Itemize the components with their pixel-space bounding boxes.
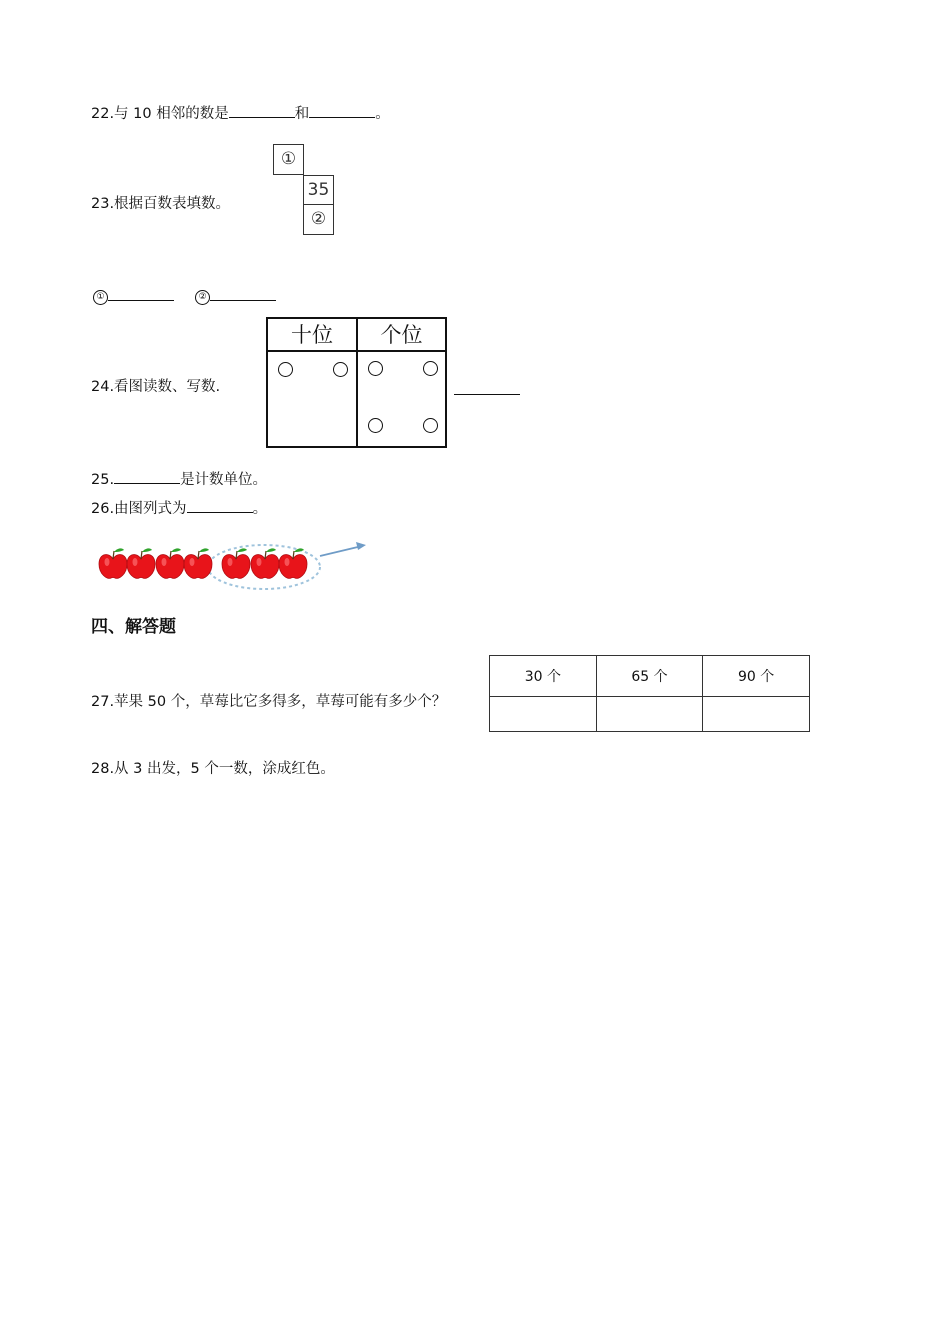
q22-prefix: 22.与 10 相邻的数是 (91, 106, 229, 122)
apple-icon (127, 548, 155, 578)
question-26 (91, 499, 267, 518)
answer-cell-30[interactable] (490, 697, 597, 732)
q25-prefix: 25. (91, 472, 115, 488)
q23-ans1-marker: ① (93, 290, 108, 305)
q25-blank[interactable] (114, 470, 180, 484)
apple-icon (251, 548, 279, 578)
hundred-chart-cell-35: 35 (303, 175, 334, 205)
ones-header: 个位 (380, 323, 423, 347)
apple-icon (222, 548, 250, 578)
q26-suffix: 。 (252, 501, 268, 517)
question-25 (91, 470, 267, 489)
q22-mid: 和 (294, 106, 310, 122)
ones-bead (368, 361, 383, 376)
option-30: 30 个 (490, 656, 597, 697)
q23-answers (93, 287, 276, 306)
q23-blank-2[interactable] (210, 287, 276, 301)
q22-suffix: 。 (375, 106, 390, 122)
q27-options-table (489, 655, 810, 732)
ones-bead (368, 418, 383, 433)
ones-bead (423, 418, 438, 433)
q26-blank[interactable] (187, 499, 253, 513)
q23-ans2-marker: ② (195, 290, 210, 305)
section-heading: 四、解答题 (91, 617, 176, 637)
tens-bead (278, 362, 293, 377)
q25-suffix: 是计数单位。 (180, 472, 268, 488)
column-divider (356, 319, 358, 446)
q26-prefix: 26.由图列式为 (91, 501, 187, 517)
apples-figure (90, 538, 380, 594)
q22-blank-2[interactable] (309, 104, 375, 118)
apple-icon (184, 548, 212, 578)
hundred-chart-cell-2: ② (303, 204, 334, 235)
ones-bead (423, 361, 438, 376)
tens-bead (333, 362, 348, 377)
tens-header: 十位 (291, 323, 333, 347)
q23-blank-1[interactable] (108, 287, 174, 301)
option-65: 65 个 (596, 656, 703, 697)
hundred-chart-cell-1: ① (273, 144, 304, 175)
q24-answer-blank[interactable] (454, 394, 520, 395)
apple-icon (99, 548, 127, 578)
place-value-chart (266, 317, 447, 448)
question-22 (91, 104, 390, 123)
apple-icon (156, 548, 184, 578)
arrow-icon (320, 546, 362, 556)
question-28: 28.从 3 出发，5 个一数，涂成红色。 (91, 761, 335, 777)
question-27: 27.苹果 50 个，草莓比它多得多，草莓可能有多少个？ (91, 694, 447, 710)
answer-cell-90[interactable] (703, 697, 810, 732)
q22-blank-1[interactable] (229, 104, 295, 118)
question-23: 23.根据百数表填数。 (91, 196, 231, 212)
answer-cell-65[interactable] (596, 697, 703, 732)
option-90: 90 个 (703, 656, 810, 697)
question-24: 24.看图读数、写数. (91, 379, 221, 395)
arrow-head-icon (356, 542, 366, 550)
apple-icon (279, 548, 307, 578)
